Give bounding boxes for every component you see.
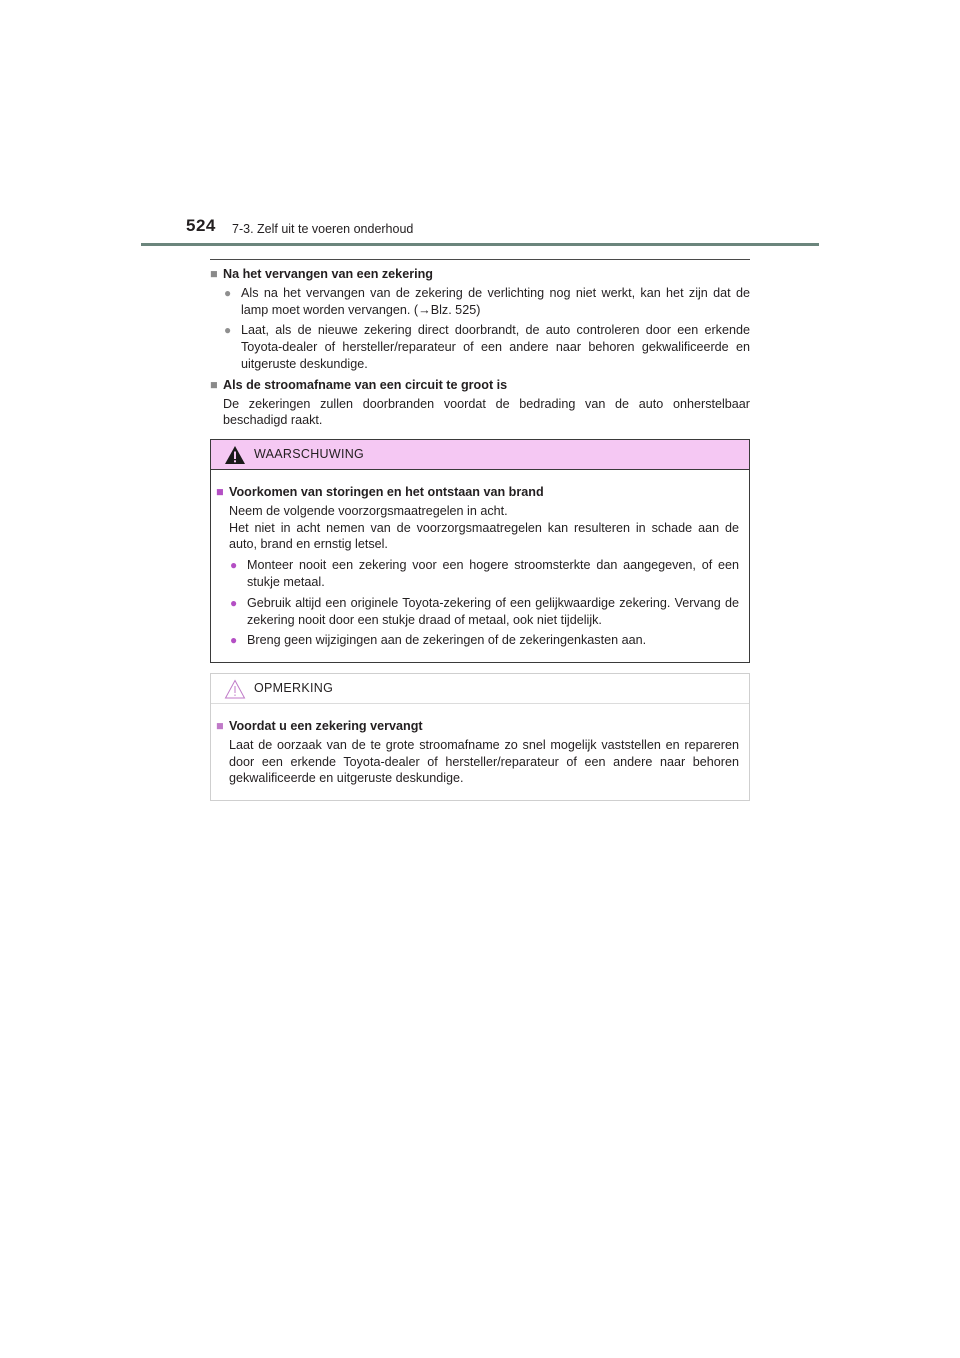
warning-triangle-icon xyxy=(224,445,246,465)
header-rule xyxy=(141,243,819,246)
caution-triangle-icon xyxy=(224,679,246,699)
circle-bullet-icon: ● xyxy=(224,323,232,338)
paragraph: Laat de oorzaak van de te grote stroomafname zo snel mogelijk vaststellen en repareren door een erkende Toyota-dealer of hersteller/reparateur of een andere naar behoren gekwalificeerde en uitgeruste deskundige. xyxy=(229,737,739,786)
warning-box xyxy=(210,439,750,663)
paragraph: Het niet in acht nemen van de voorzorgsmaatregelen kan resulteren in schade aan de auto, brand en ernstig letsel. xyxy=(229,520,739,552)
square-bullet-icon: ■ xyxy=(216,485,224,499)
content-divider xyxy=(210,259,750,260)
circle-bullet-icon: ● xyxy=(230,558,238,573)
square-bullet-icon: ■ xyxy=(216,719,224,733)
list-item: ● Breng geen wijzigingen aan de zekeringen of de zekeringenkasten aan. xyxy=(216,632,739,649)
page-number: 524 xyxy=(186,216,216,235)
list-item: ● Gebruik altijd een originele Toyota-zekering of een gelijkwaardige zekering. Vervang de zekering nooit door een stukje draad of metaal, ook niet tijdelijk. xyxy=(216,595,739,629)
section-heading: ■ Als de stroomafname van een circuit te groot is xyxy=(210,377,508,392)
list-item: ● Als na het vervangen van de zekering de verlichting nog niet werkt, kan het zijn dat de lamp moet worden vervangen. (→Blz. 525) xyxy=(210,285,750,319)
warning-header xyxy=(211,440,749,470)
section-title: 7-3. Zelf uit te voeren onderhoud xyxy=(232,222,414,236)
section-heading: ■ Na het vervangen van een zekering xyxy=(210,267,433,281)
square-bullet-icon: ■ xyxy=(210,377,218,392)
note-label: OPMERKING xyxy=(254,681,334,695)
section-overload xyxy=(210,377,750,429)
warning-heading: ■ Voorkomen van storingen en het ontstaan van brand xyxy=(216,485,544,499)
circle-bullet-icon: ● xyxy=(224,285,232,300)
main-content xyxy=(210,266,750,433)
paragraph: De zekeringen zullen doorbranden voordat de bedrading van de auto onherstelbaar beschadigd raakt. xyxy=(223,396,750,428)
circle-bullet-icon: ● xyxy=(230,595,238,610)
note-header xyxy=(211,674,749,704)
paragraph: Neem de volgende voorzorgsmaatregelen in acht. xyxy=(229,503,508,518)
warning-label: WAARSCHUWING xyxy=(254,447,365,461)
note-heading: ■ Voordat u een zekering vervangt xyxy=(216,719,423,733)
square-bullet-icon: ■ xyxy=(210,267,218,281)
note-box xyxy=(210,673,750,801)
page-header xyxy=(0,0,960,250)
note-body xyxy=(211,704,749,787)
warning-body xyxy=(211,470,749,649)
list-item: ● Laat, als de nieuwe zekering direct doorbrandt, de auto controleren door een erkende Toyota-dealer of hersteller/reparateur of een andere naar behoren gekwalificeerde en uitgeruste deskundige. xyxy=(210,322,750,372)
list-item: ● Monteer nooit een zekering voor een hogere stroomsterkte dan aangegeven, of een stukje metaal. xyxy=(216,557,739,591)
circle-bullet-icon: ● xyxy=(230,633,238,648)
section-fuse-replaced xyxy=(210,266,750,373)
